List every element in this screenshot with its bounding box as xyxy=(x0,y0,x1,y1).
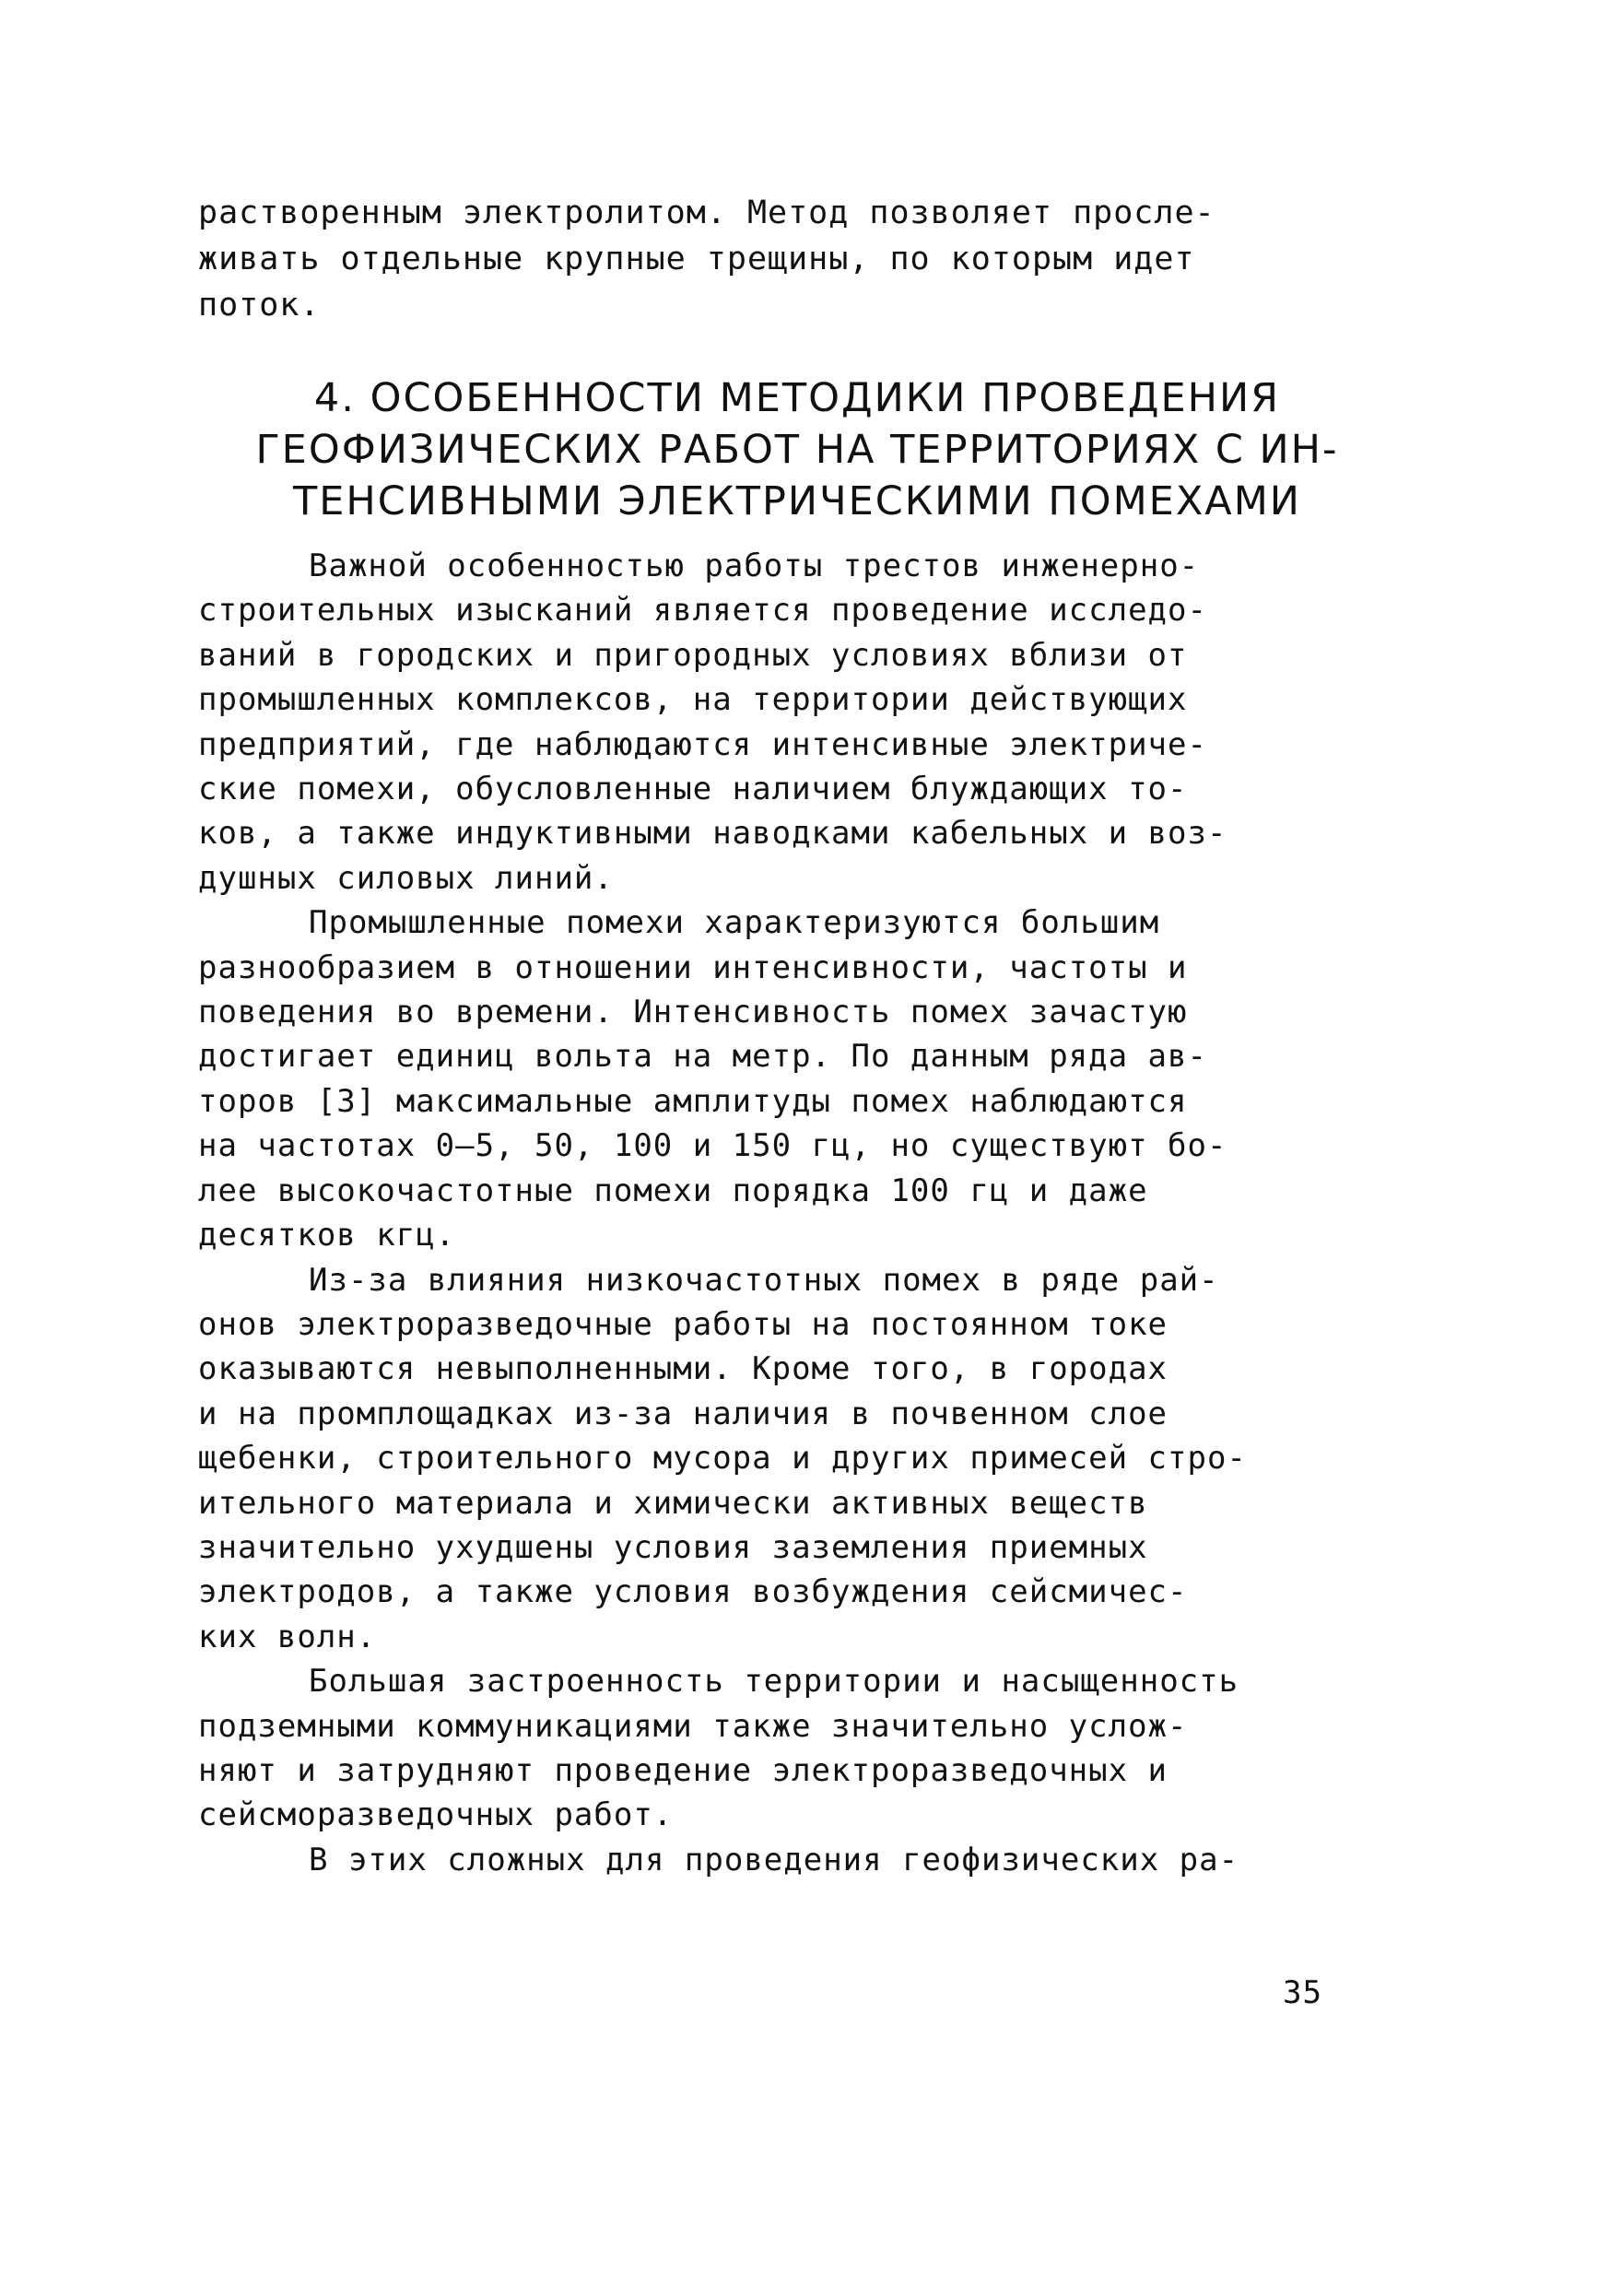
text-line: на частотах 0–5, 50, 100 и 150 гц, но существуют бо- xyxy=(198,1127,1227,1165)
text-line: сейсморазведочных работ. xyxy=(198,1796,674,1834)
text-line: онов электроразведочные работы на постоянном токе xyxy=(198,1305,1168,1343)
text-line: ские помехи, обусловленные наличием блуждающих то- xyxy=(198,771,1188,808)
intro-paragraph xyxy=(198,190,1396,328)
text-line: достигает единиц вольта на метр. По данным ряда ав- xyxy=(198,1038,1207,1076)
text-line: щебенки, строительного мусора и других примесей стро- xyxy=(198,1440,1247,1478)
text-line: предприятий, где наблюдаются интенсивные электриче- xyxy=(198,725,1207,763)
text-line: В этих сложных для проведения геофизических ра- xyxy=(309,1841,1239,1878)
text-line: и на промплощадках из-за наличия в почвенном слое xyxy=(198,1395,1168,1432)
text-line: ительного материала и химически активных веществ xyxy=(198,1484,1148,1522)
text-line: электродов, а также условия возбуждения сейсмичес- xyxy=(198,1573,1188,1611)
text-line: разнообразием в отношении интенсивности, частоты и xyxy=(198,948,1188,986)
page-number: 35 xyxy=(1283,1974,1322,2011)
text-line: лее высокочастотные помехи порядка 100 гц и даже xyxy=(198,1172,1148,1209)
section-heading xyxy=(198,372,1396,527)
paragraph-2 xyxy=(198,901,1405,1257)
text-line: значительно ухудшены условия заземления приемных xyxy=(198,1528,1148,1566)
text-line: десятков кгц. xyxy=(198,1217,456,1254)
text-line: няют и затрудняют проведение электроразведочных и xyxy=(198,1751,1168,1789)
paragraph-3 xyxy=(198,1258,1405,1660)
text-line: поток. xyxy=(198,287,321,324)
text-line: оказываются невыполненными. Кроме того, в городах xyxy=(198,1350,1168,1388)
text-line: строительных изысканий является проведение исследо- xyxy=(198,592,1207,630)
paragraph-4 xyxy=(198,1659,1405,1838)
text-line: поведения во времени. Интенсивность помех зачастую xyxy=(198,994,1188,1031)
text-line: Из-за влияния низкочастотных помех в ряде рай- xyxy=(309,1261,1219,1299)
body-text xyxy=(198,544,1405,1882)
text-line: живать отдельные крупные трещины, по которым идет xyxy=(198,241,1195,277)
text-line: подземными коммуникациями также значительно услож- xyxy=(198,1707,1188,1745)
text-line: ваний в городских и пригородных условиях вблизи от xyxy=(198,636,1188,674)
text-line: ков, а также индуктивными наводками кабельных и воз- xyxy=(198,815,1227,853)
text-line: растворенным электролитом. Метод позволяет просле- xyxy=(198,194,1215,231)
text-line: душных силовых линий. xyxy=(198,859,614,897)
text-line: торов [3] максимальные амплитуды помех наблюдаются xyxy=(198,1082,1188,1120)
paragraph-1 xyxy=(198,544,1405,901)
heading-line: 4. ОСОБЕННОСТИ МЕТОДИКИ ПРОВЕДЕНИЯ xyxy=(313,375,1281,421)
heading-line: ТЕНСИВНЫМИ ЭЛЕКТРИЧЕСКИМИ ПОМЕХАМИ xyxy=(293,478,1301,524)
text-line: промышленных комплексов, на территории действующих xyxy=(198,681,1188,719)
text-line: Промышленные помехи характеризуются большим xyxy=(309,904,1160,942)
heading-line: ГЕОФИЗИЧЕСКИХ РАБОТ НА ТЕРРИТОРИЯХ С ИН- xyxy=(255,427,1339,473)
paragraph-5 xyxy=(198,1838,1405,1882)
text-line: Важной особенностью работы трестов инженерно- xyxy=(309,548,1200,584)
text-line: Большая застроенность территории и насыщенность xyxy=(309,1663,1239,1701)
text-line: ких волн. xyxy=(198,1618,377,1655)
